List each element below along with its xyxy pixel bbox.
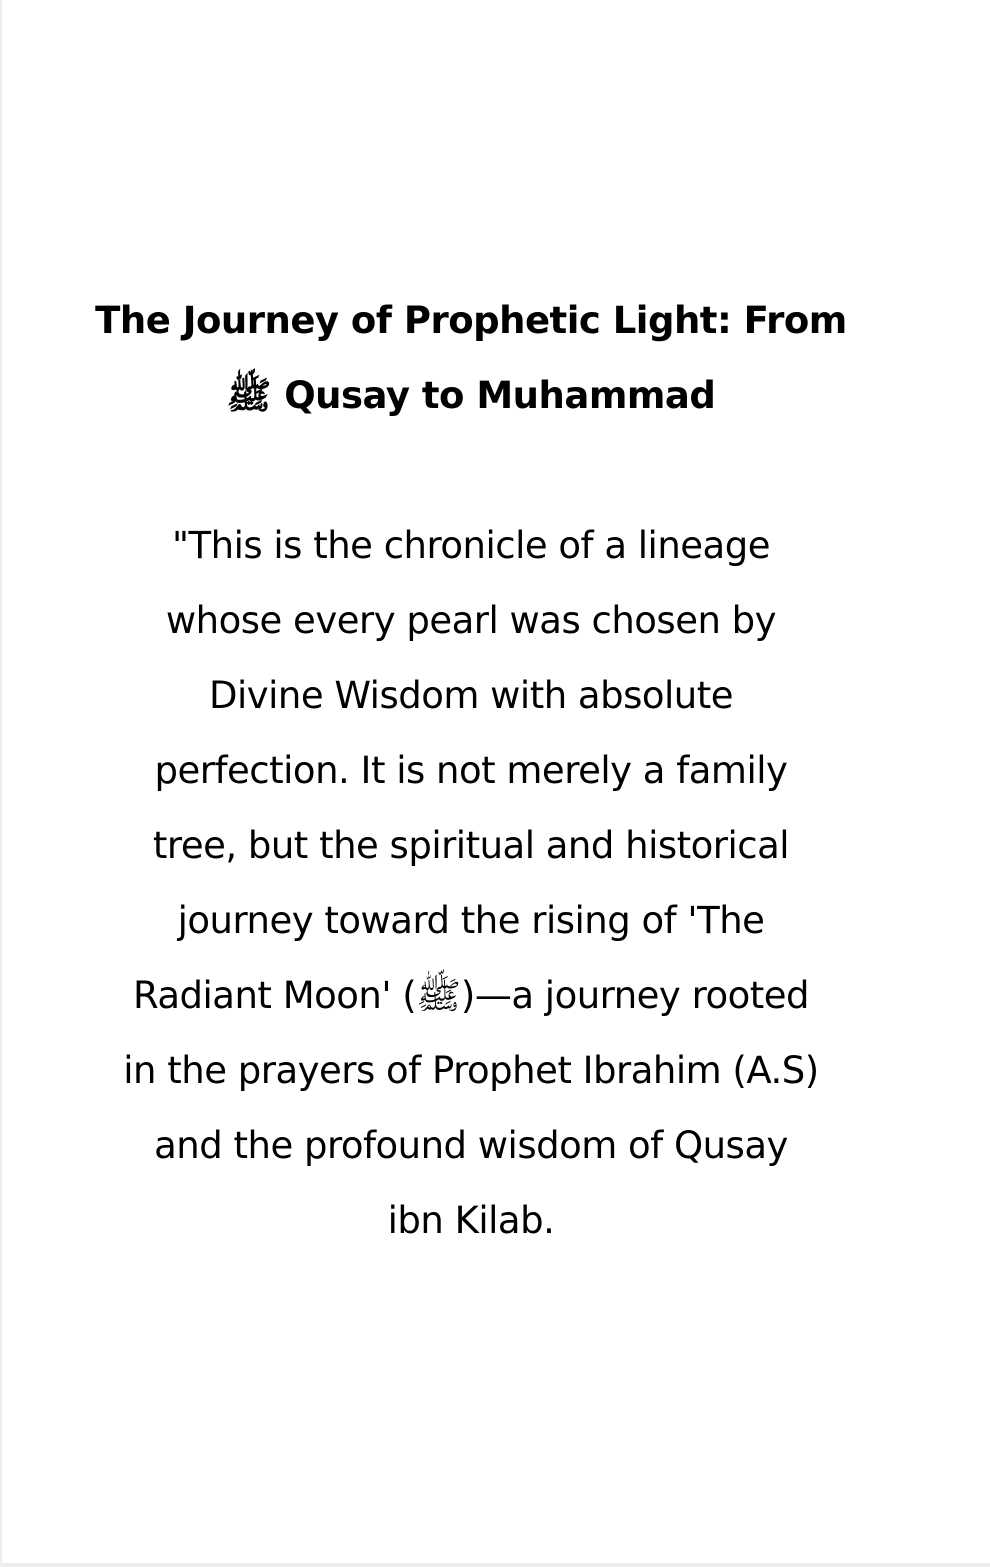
body-line-8: in the prayers of Prophet Ibrahim (A.S) (123, 1049, 819, 1092)
body-line-5: tree, but the spiritual and historical (152, 824, 790, 867)
document-body (80, 508, 862, 1258)
body-line-3: Divine Wisdom with absolute (208, 674, 733, 717)
document-content (80, 283, 862, 1258)
body-line-6: journey toward the rising of 'The (177, 899, 765, 942)
body-line-4: perfection. It is not merely a family (154, 749, 788, 792)
body-line-10: ibn Kilab. (387, 1199, 555, 1242)
body-line-2: whose every pearl was chosen by (165, 599, 777, 642)
body-line-9: and the profound wisdom of Qusay (154, 1124, 788, 1167)
document-title (80, 283, 862, 433)
title-line-1: The Journey of Prophetic Light: From (95, 299, 847, 342)
title-line-2: ﷺ Qusay to Muhammad (226, 374, 716, 417)
body-line-1: "This is the chronicle of a lineage (172, 524, 770, 567)
body-line-7: Radiant Moon' (ﷺ)—a journey rooted (132, 974, 810, 1017)
